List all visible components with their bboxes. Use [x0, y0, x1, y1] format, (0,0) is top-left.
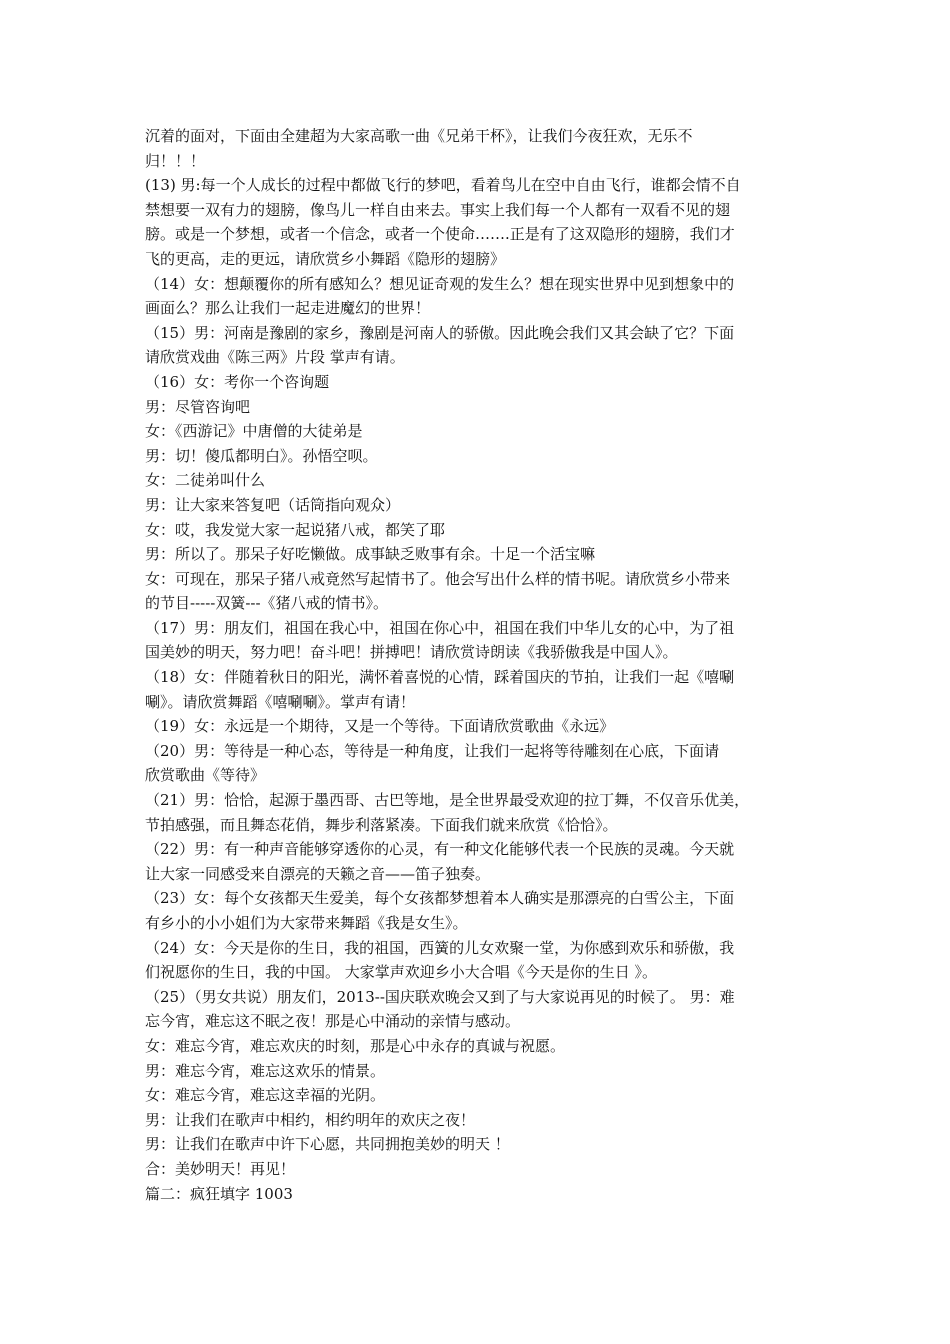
text-line: （14）女：想颠覆你的所有感知么？想见证奇观的发生么？想在现实世界中见到想象中的 — [145, 274, 735, 293]
text-line: 男：让我们在歌声中相约，相约明年的欢庆之夜！ — [145, 1110, 476, 1129]
text-line: （22）男：有一种声音能够穿透你的心灵，有一种文化能够代表一个民族的灵魂。今天就 — [145, 840, 735, 859]
text-line: 男：让大家来答复吧（话筒指向观众） — [145, 495, 401, 514]
text-line: （15）男：河南是豫剧的家乡，豫剧是河南人的骄傲。因此晚会我们又其会缺了它？下面 — [145, 323, 735, 342]
text-line: （23）女：每个女孩都天生爱美，每个女孩都梦想着本人确实是那漂亮的白雪公主，下面 — [145, 889, 735, 908]
text-line: （25）（男女共说）朋友们，2013--国庆联欢晚会又到了与大家说再见的时候了。 男：难 — [145, 987, 735, 1006]
text-line: 们祝愿你的生日，我的中国。 大家掌声欢迎乡小大合唱《今天是你的生日 》。 — [145, 963, 658, 982]
text-line: 女：难忘今宵，难忘欢庆的时刻，那是心中永存的真诚与祝愿。 — [145, 1036, 566, 1055]
text-line: 欣赏歌曲《等待》 — [145, 766, 266, 785]
text-line: 男：难忘今宵，难忘这欢乐的情景。 — [145, 1061, 386, 1080]
text-line: 请欣赏戏曲《陈三两》片段 掌声有请。 — [145, 348, 405, 367]
text-line: （19）女：永远是一个期待，又是一个等待。下面请欣赏歌曲《永远》 — [145, 717, 615, 736]
document-body — [145, 124, 817, 1206]
text-line: （18）女：伴随着秋日的阳光，满怀着喜悦的心情，踩着国庆的节拍，让我们一起《嘻唰 — [145, 668, 735, 687]
text-line: 男：让我们在歌声中许下心愿，共同拥抱美妙的明天 ！ — [145, 1135, 510, 1154]
text-line: （16）女：考你一个咨询题 — [145, 372, 330, 391]
text-line: 让大家一同感受来自漂亮的天籁之音——笛子独奏。 — [145, 864, 491, 883]
text-line: 合：美妙明天！再见！ — [145, 1159, 296, 1178]
section-heading: 篇二：疯狂填字 1003 — [145, 1184, 293, 1203]
text-line: 的节目-----双簧---《猪八戒的情书》。 — [145, 594, 389, 613]
text-line: 女：哎，我发觉大家一起说猪八戒，都笑了耶 — [145, 520, 446, 539]
text-line: 国美妙的明天，努力吧！奋斗吧！拼搏吧！请欣赏诗朗读《我骄傲我是中国人》。 — [145, 643, 678, 662]
text-line: 女：二徒弟叫什么 — [145, 471, 266, 490]
text-line: （17）男：朋友们，祖国在我心中，祖国在你心中，祖国在我们中华儿女的心中，为了祖 — [145, 618, 735, 637]
text-line: 女：可现在，那呆子猪八戒竟然写起情书了。他会写出什么样的情书呢。请欣赏乡小带来 — [145, 569, 731, 588]
text-line: 女：难忘今宵，难忘这幸福的光阴。 — [145, 1086, 386, 1105]
text-line: 男：尽管咨询吧 — [145, 397, 251, 416]
text-line: 节拍感强，而且舞态花俏，舞步利落紧凑。下面我们就来欣赏《恰恰》。 — [145, 815, 618, 834]
text-line: 唰》。请欣赏舞蹈《嘻唰唰》。掌声有请！ — [145, 692, 416, 711]
text-line: 归！！！ — [145, 151, 206, 170]
text-line: （20）男：等待是一种心态，等待是一种角度，让我们一起将等待雕刻在心底，下面请 — [145, 741, 720, 760]
text-line: （24）女：今天是你的生日，我的祖国，西簧的儿女欢聚一堂，为你感到欢乐和骄傲，我 — [145, 938, 735, 957]
text-line: 忘今宵，难忘这不眠之夜！那是心中涌动的亲情与感动。 — [145, 1012, 521, 1031]
text-line: 男：切！傻瓜都明白》。孙悟空呗。 — [145, 446, 378, 465]
text-line: 膀。或是一个梦想，或者一个信念，或者一个使命…….正是有了这双隐形的翅膀，我们才 — [145, 225, 735, 244]
text-line: 男：所以了。那呆子好吃懒做。成事缺乏败事有余。十足一个活宝嘛 — [145, 545, 596, 564]
text-line: 有乡小的小小姐们为大家带来舞蹈《我是女生》。 — [145, 914, 468, 932]
text-line: 沉着的面对，下面由全建超为大家高歌一曲《兄弟干杯》，让我们今夜狂欢，无乐不 — [145, 127, 693, 145]
text-line: （21）男：恰恰，起源于墨西哥、古巴等地，是全世界最受欢迎的拉丁舞，不仅音乐优美， — [145, 791, 750, 810]
text-line: 飞的更高，走的更远，请欣赏乡小舞蹈《隐形的翅膀》 — [145, 249, 506, 268]
text-line: 禁想要一双有力的翅膀，像鸟儿一样自由来去。事实上我们每一个人都有一双看不见的翅 — [145, 200, 731, 219]
text-line: (13) 男:每一个人成长的过程中都做飞行的梦吧，看着鸟儿在空中自由飞行，谁都会情不自 — [145, 176, 741, 195]
text-line: 画面么？那么让我们一起走进魔幻的世界！ — [145, 299, 431, 318]
text-line: 女：《西游记》中唐僧的大徒弟是 — [145, 422, 363, 441]
